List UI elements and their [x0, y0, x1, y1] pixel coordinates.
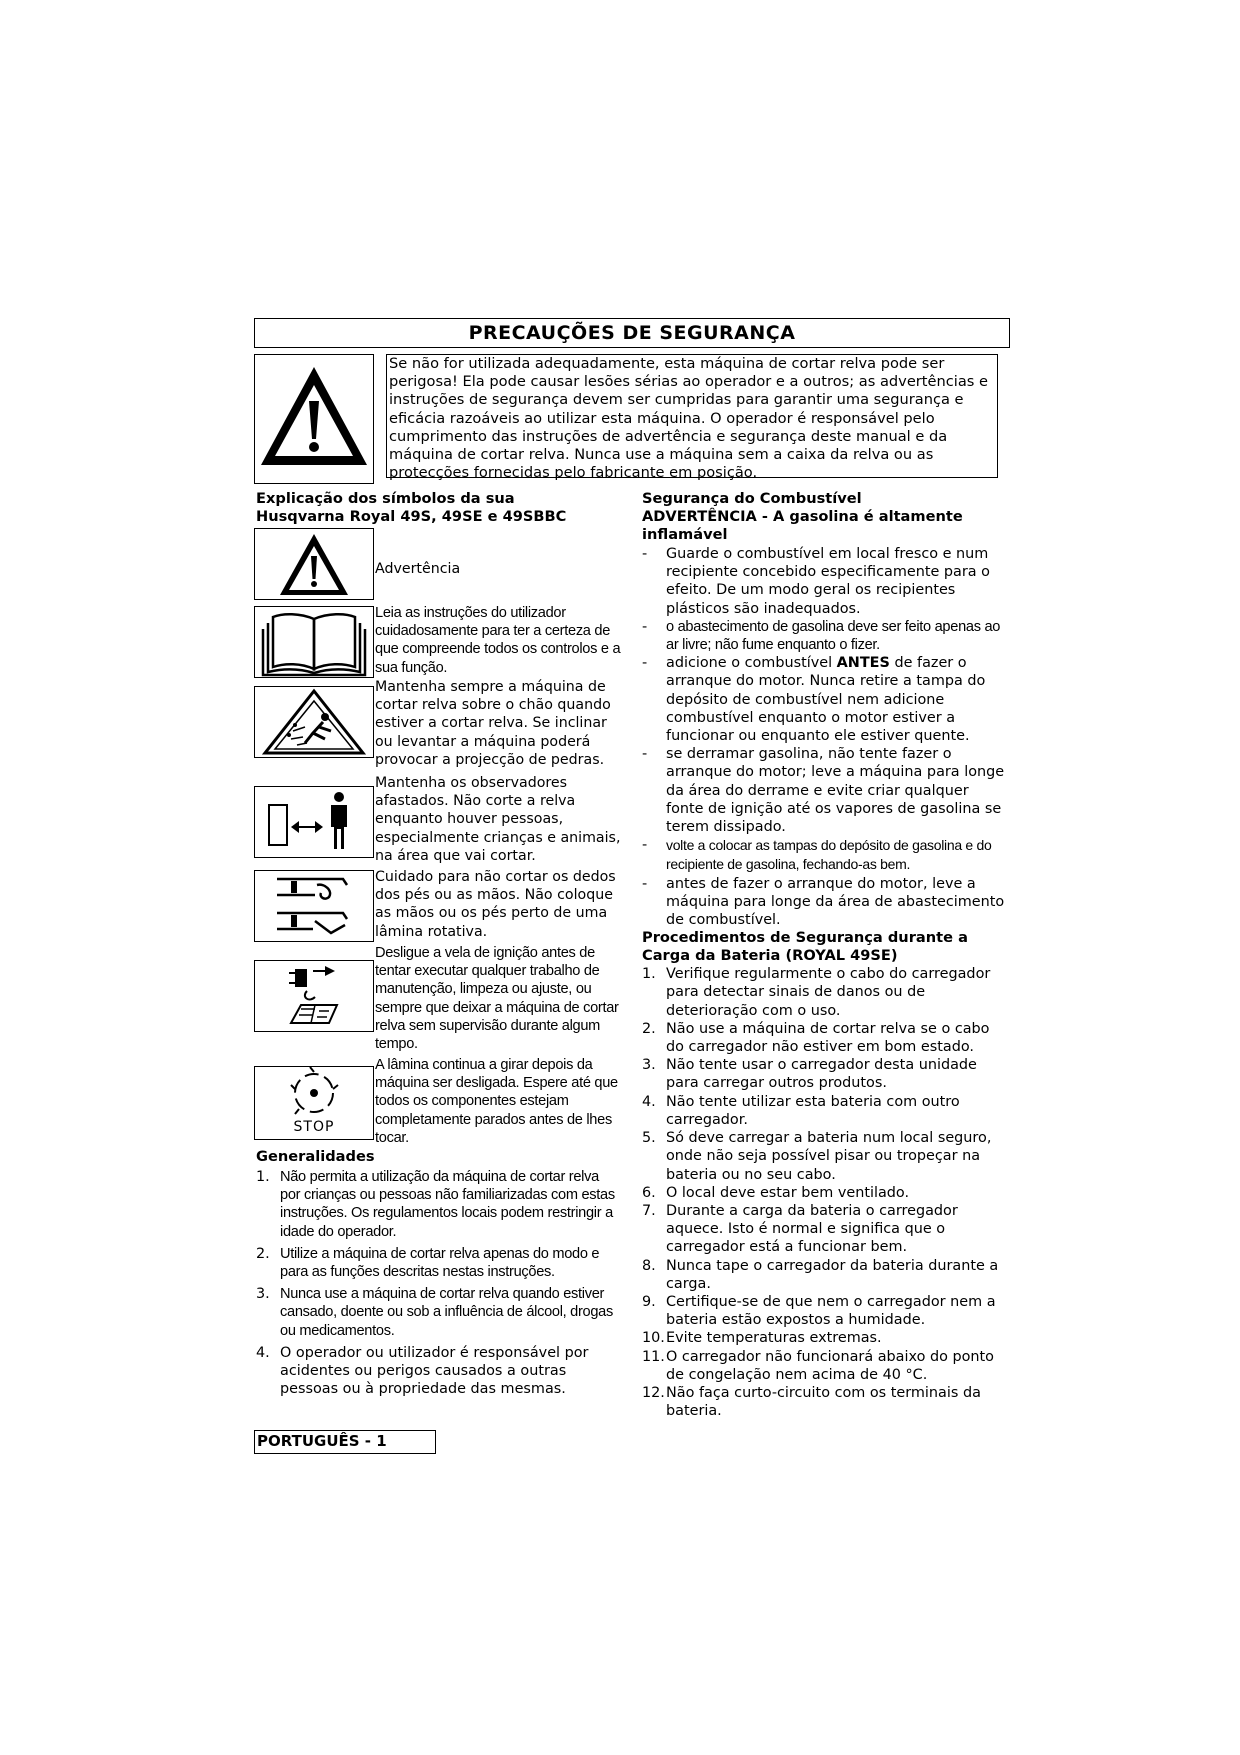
warning-triangle-icon [255, 529, 373, 599]
list-item: 5. Só deve carregar a bateria num local seguro, onde não seja possível pisar ou tropeçar na bateria ou no seu cabo. [642, 1130, 992, 1183]
keep-distance-icon [255, 787, 373, 857]
list-item: 8. Nunca tape o carregador da bateria durante a carga. [642, 1257, 999, 1292]
symbol-sparkplug-text: Desligue a vela de ignição antes de tentar executar qualquer trabalho de manutenção, limpeza ou ajuste, ou sempre que deixar a máquina de cortar relva sem supervisão durante algum tempo. [375, 945, 619, 1053]
list-item: 3. Não tente usar o carregador desta unidade para carregar outros produtos. [642, 1057, 977, 1092]
general-heading: Generalidades [256, 1148, 375, 1165]
list-item: 7. Durante a carga da bateria o carregador aquece. Isto é normal e significa que o carregador está a funcionar bem. [642, 1202, 958, 1256]
symbol-blade-text: Cuidado para não cortar os dedos dos pés ou as mãos. Não coloque as mãos ou os pés perto de uma lâmina rotativa. [375, 869, 616, 940]
thrown-objects-icon [255, 687, 373, 757]
fuel-list [642, 545, 1006, 929]
list-item: - Guarde o combustível em local fresco e num recipiente concebido especificamente para o efeito. De um modo geral os recipientes plásticos são inadequados. [642, 546, 990, 617]
symbol-blade-box [254, 870, 374, 942]
list-item: 1. Não permita a utilização da máquina de cortar relva por crianças ou pessoas não familiarizadas com estas instruções. Os regulamentos locais podem restringir a idade do operador. [256, 1169, 615, 1240]
list-item: - o abastecimento de gasolina deve ser feito apenas ao ar livre; não fume enquanto o fizer. [642, 618, 1001, 654]
list-item: 4. Não tente utilizar esta bateria com outro carregador. [642, 1093, 960, 1128]
symbol-stop-box [254, 1066, 374, 1140]
battery-heading: Procedimentos de Segurança durante a Carga da Bateria (ROYAL 49SE) [642, 929, 968, 965]
symbols-heading-line1: Explicação dos símbolos da sua [256, 490, 515, 507]
list-item: 9. Certifique-se de que nem o carregador nem a bateria estão expostos a humidade. [642, 1293, 996, 1329]
blade-hand-foot-icon [255, 871, 373, 941]
fuel-warning: ADVERTÊNCIA - A gasolina é altamente inflamável [642, 508, 963, 543]
list-item: 6. O local deve estar bem ventilado. [642, 1184, 910, 1201]
symbol-thrown-text: Mantenha sempre a máquina de cortar relva sobre o chão quando estiver a cortar relva. Se inclinar ou levantar a máquina poderá provocar a projecção de pedras. [375, 679, 611, 768]
symbol-distance-box [254, 786, 374, 858]
list-item: - se derramar gasolina, não tente fazer o arranque do motor; leve a máquina para longe da área do derrame e evite criar qualquer fonte de ignição até os vapores de gasolina se terem dissipado. [642, 746, 1005, 836]
list-item: - adicione o combustível ANTES de fazer o arranque do motor. Nunca retire a tampa do depósito de combustível nem adicione combustível enquanto o motor estiver a funcionar ou enquanto ele estiver quente. [642, 655, 986, 745]
page-title: PRECAUÇÕES DE SEGURANÇA [254, 318, 1010, 348]
symbol-warning-box [254, 528, 374, 600]
symbol-stop-text: A lâmina continua a girar depois da máquina ser desligada. Espere até que todos os componentes estejam completamente parados antes de lhes tocar. [375, 1057, 618, 1146]
symbol-thrown-box [254, 686, 374, 758]
rotating-blade-stop-icon [255, 1067, 373, 1119]
fuel-section [642, 490, 1006, 1420]
intro-warning-box [254, 354, 374, 484]
list-item: - volte a colocar as tampas do depósito de gasolina e do recipiente de gasolina, fechando-as bem. [642, 837, 992, 873]
list-item: 1. Verifique regularmente o cabo do carregador para detectar sinais de danos ou de deterioração com o uso. [642, 966, 991, 1019]
symbols-heading [256, 490, 616, 526]
symbol-distance-text: Mantenha os observadores afastados. Não corte a relva enquanto houver pessoas, especialmente crianças e animais, na área que vai cortar. [375, 775, 621, 864]
warning-triangle-icon [255, 355, 373, 483]
list-item: 2. Não use a máquina de cortar relva se o cabo do carregador não estiver em bom estado. [642, 1020, 990, 1056]
symbol-book-text: Leia as instruções do utilizador cuidadosamente para ter a certeza de que compreende todos os controlos e a sua função. [375, 605, 621, 676]
list-item: 12. Não faça curto-circuito com os terminais da bateria. [642, 1384, 981, 1420]
list-item: 10. Evite temperaturas extremas. [642, 1330, 882, 1347]
list-item: - antes de fazer o arranque do motor, leve a máquina para longe da área de abastecimento de combustível. [642, 875, 1005, 929]
battery-list [642, 965, 1006, 1420]
general-list [256, 1168, 620, 1398]
list-item: 2. Utilize a máquina de cortar relva apenas do modo e para as funções descritas nestas instruções. [256, 1245, 600, 1281]
page-footer: PORTUGUÊS - 1 [254, 1430, 436, 1454]
symbol-sparkplug-box [254, 960, 374, 1032]
intro-text: Se não for utilizada adequadamente, esta máquina de cortar relva pode ser perigosa! Ela pode causar lesões sérias ao operador e a outros; as advertências e instruções de segurança devem ser cumpridas para garantir uma segurança e eficácia razoáveis ao utilizar esta máquina. O operador é responsável pelo cumprimento das instruções de advertência e segurança deste manual e da máquina de cortar relva. Nunca use a máquina sem a caixa da relva ou as protecções fornecidas pelo fabricante em posição. [386, 354, 998, 478]
list-item: 11. O carregador não funcionará abaixo do ponto de congelação nem acima de 40 °C. [642, 1348, 994, 1383]
open-book-icon [255, 607, 373, 677]
symbol-warning-text: Advertência [375, 561, 461, 577]
symbols-heading-line2: Husqvarna Royal 49S, 49SE e 49SBBC [256, 508, 567, 525]
list-item: 3. Nunca use a máquina de cortar relva quando estiver cansado, doente ou sob a influência de álcool, drogas ou medicamentos. [256, 1286, 613, 1339]
fuel-heading: Segurança do Combustível [642, 490, 862, 507]
spark-plug-icon [255, 961, 373, 1031]
stop-label: STOP [293, 1119, 335, 1135]
symbol-book-box [254, 606, 374, 678]
list-item: 4. O operador ou utilizador é responsável por acidentes ou perigos causados a outras pessoas ou à propriedade das mesmas. [256, 1344, 589, 1398]
